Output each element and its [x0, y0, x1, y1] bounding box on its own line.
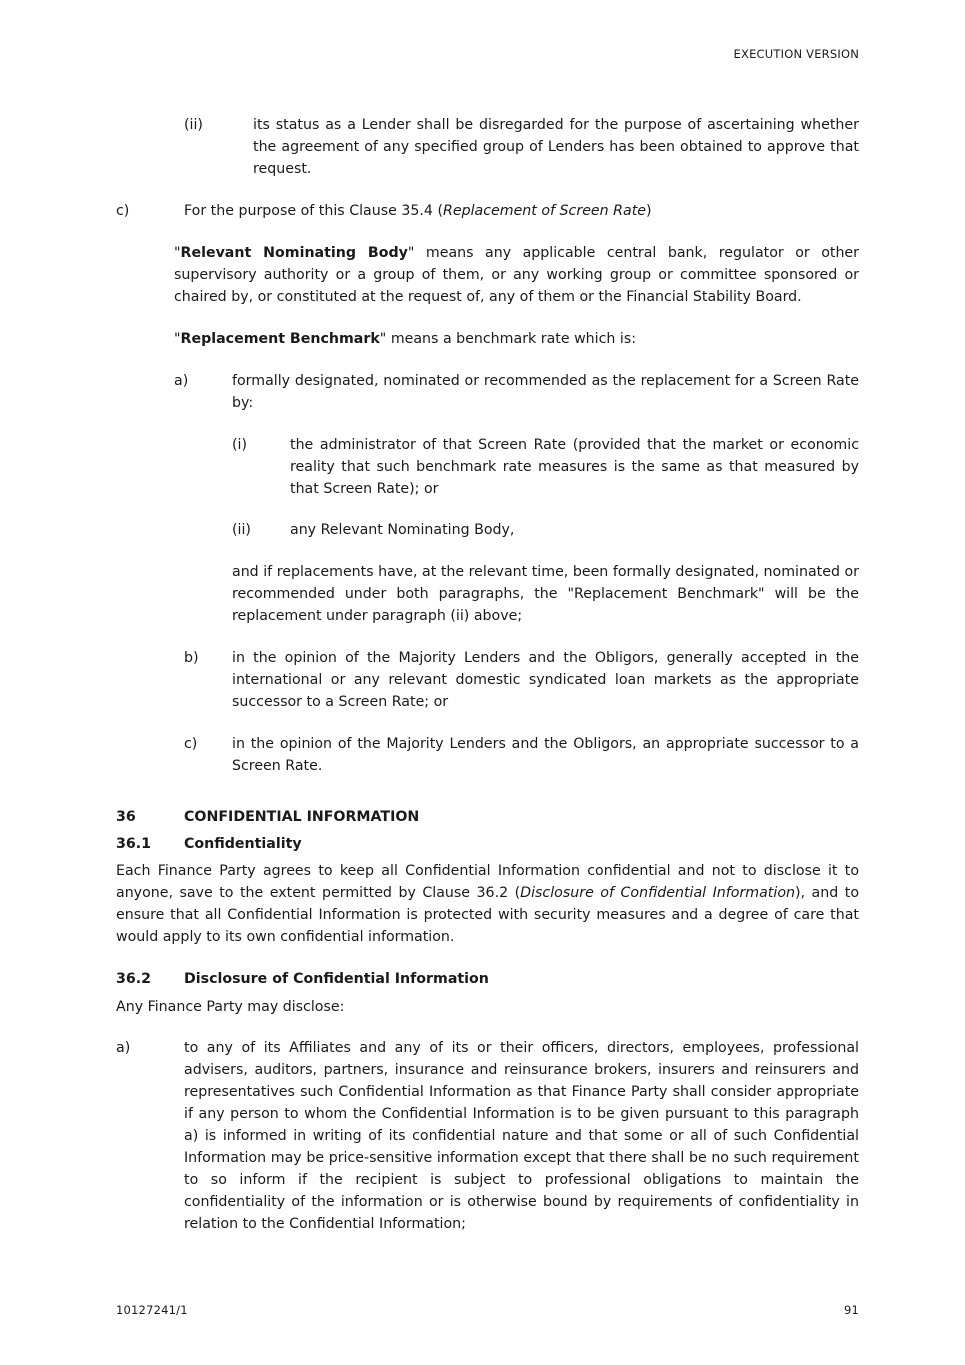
footer-page-number: 91 — [843, 1303, 859, 1317]
section-36-2-item-a-label: a) — [116, 1040, 131, 1056]
footer-doc-id: 10127241/1 — [116, 1303, 188, 1317]
rb-a-sub-ii-label: (ii) — [232, 522, 251, 538]
section-36-2-item-a-text: to any of its Affiliates and any of its or their officers, directors, employees, professional advisers, auditors, partners, insurance and reinsurance brokers, insurers and reinsurers and representatives such Confidential Information as that Finance Party shall consider appropriate if any person to whom the Confidential Information is to be given pursuant to this paragraph a) is informed in writing of its confidential nature and that some or all of such Confidential Information may be price-sensitive information except that there shall be no such requirement to so inform if the recipient is subject to professional obligations to maintain the confidentiality of the information or is otherwise bound by requirements of confidentiality in relation to the Confidential Information; — [184, 1040, 859, 1232]
section-36-2-title: Disclosure of Confidential Information — [184, 971, 489, 987]
rb-c-text: in the opinion of the Majority Lenders and the Obligors, an appropriate successor to a Screen Rate. — [232, 736, 859, 774]
section-36-2-number: 36.2 — [116, 971, 152, 987]
rb-a-sub-i-label: (i) — [232, 437, 248, 453]
rb-b-text: in the opinion of the Majority Lenders and the Obligors, generally accepted in the international or any relevant domestic syndicated loan markets as the appropriate successor to a Screen Rate; or — [232, 650, 859, 710]
top-item-label: (ii) — [184, 117, 203, 133]
section-36-2-intro: Any Finance Party may disclose: — [116, 999, 345, 1015]
rb-a-sub-ii-text: any Relevant Nominating Body, — [290, 522, 515, 538]
defined-term: Relevant Nominating Body — [180, 245, 408, 261]
section-36-title: CONFIDENTIAL INFORMATION — [184, 809, 420, 825]
top-item-text: its status as a Lender shall be disregarded for the purpose of ascertaining whether the agreement of any specified group of Lenders has been obtained to approve that request. — [253, 117, 859, 177]
rb-a-sub-i-text: the administrator of that Screen Rate (provided that the market or economic reality that such benchmark rate measures is the same as that measured by that Screen Rate); or — [290, 437, 859, 497]
defined-term: Replacement Benchmark — [180, 331, 380, 347]
rb-a-label: a) — [174, 373, 189, 389]
rb-a-tail-text: and if replacements have, at the relevant time, been formally designated, nominated or recommended under both paragraphs, the "Replacement Benchmark" will be the replacement under paragraph (ii) above; — [232, 564, 859, 624]
section-36-1-text: Each Finance Party agrees to keep all Confidential Information confidential and not to disclose it to anyone, save to the extent permitted by Clause 36.2 (Disclosure of Confidential Information), and to ensure that all Confidential Information is protected with security measures and a degree of care that would apply to its own confidential information. — [116, 863, 859, 945]
definition-replacement-benchmark: "Replacement Benchmark" means a benchmark rate which is: — [174, 331, 637, 347]
definition-relevant-nominating-body: "Relevant Nominating Body" means any applicable central bank, regulator or other supervisory authority or a group of them, or any working group or committee sponsored or chaired by, or constituted at the request of, any of them or the Financial Stability Board. — [174, 245, 859, 305]
section-36-number: 36 — [116, 809, 136, 825]
clause-c-text: For the purpose of this Clause 35.4 (Replacement of Screen Rate) — [184, 203, 652, 219]
rb-c-label: c) — [184, 736, 198, 752]
header-version: EXECUTION VERSION — [733, 47, 859, 61]
rb-a-text: formally designated, nominated or recommended as the replacement for a Screen Rate by: — [232, 373, 859, 411]
section-36-1-title: Confidentiality — [184, 836, 302, 852]
rb-b-label: b) — [184, 650, 199, 666]
section-36-1-number: 36.1 — [116, 836, 152, 852]
clause-c-label: c) — [116, 203, 130, 219]
